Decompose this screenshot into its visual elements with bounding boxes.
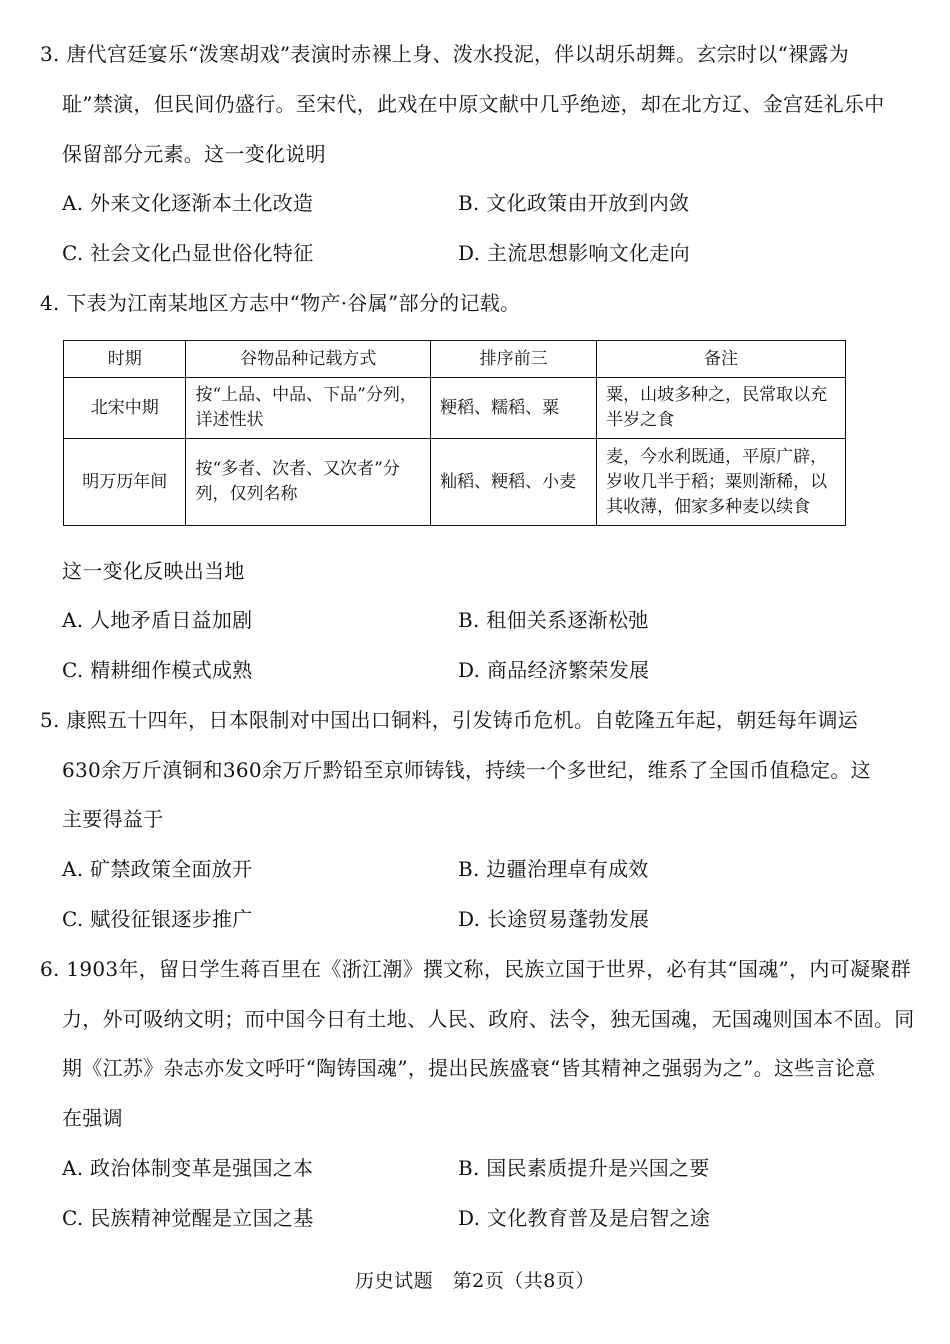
q3-stem-line-2: 耻”禁演，但民间仍盛行。至宋代，此戏在中原文献中几乎绝迹，却在北方辽、金宫廷礼乐中	[62, 92, 885, 116]
q6-stem-line-1: 6. 1903年，留日学生蒋百里在《浙江潮》撰文称，民族立国于世界，必有其“国魂”，内可凝聚群	[40, 957, 911, 981]
q5-stem-line-1: 5. 康熙五十四年，日本限制对中国出口铜料，引发铸币危机。自乾隆五年起，朝廷每年调运	[40, 708, 859, 732]
table-row	[64, 439, 846, 526]
table-row	[64, 378, 846, 439]
q6-option-b: B. 国民素质提升是兴国之要	[458, 1156, 710, 1180]
page-footer: 历史试题 第2页（共8页）	[355, 1270, 595, 1292]
q3-option-b: B. 文化政策由开放到内敛	[458, 191, 690, 215]
table-header-period: 时期	[64, 341, 186, 378]
q4-records-table	[63, 340, 846, 526]
q3-option-a: A. 外来文化逐渐本土化改造	[62, 191, 314, 215]
table-cell-period: 明万历年间	[64, 439, 186, 526]
q4-option-a: A. 人地矛盾日益加剧	[62, 608, 253, 632]
table-cell-note: 麦，今水利既通，平原广辟，岁收几半于稻；粟则渐稀，以其收薄，佃家多种麦以续食	[597, 439, 846, 526]
table-cell-top3: 粳稻、糯稻、粟	[431, 378, 597, 439]
table-cell-method: 按“多者、次者、又次者”分列，仅列名称	[186, 439, 431, 526]
q5-option-b: B. 边疆治理卓有成效	[458, 857, 649, 881]
q5-option-a: A. 矿禁政策全面放开	[62, 857, 253, 881]
q4-option-b: B. 租佃关系逐渐松弛	[458, 608, 649, 632]
q5-option-d: D. 长途贸易蓬勃发展	[458, 907, 650, 931]
table-header-row	[64, 341, 846, 378]
q5-stem-line-2: 630余万斤滇铜和360余万斤黔铅至京师铸钱，持续一个多世纪，维系了全国币值稳定。这	[62, 758, 871, 782]
q6-stem-line-2: 力，外可吸纳文明；而中国今日有土地、人民、政府、法令，独无国魂，无国魂则国本不固。同	[62, 1007, 915, 1031]
table-header-top3: 排序前三	[431, 341, 597, 378]
q4-after-table: 这一变化反映出当地	[62, 559, 245, 583]
table-header-note: 备注	[597, 341, 846, 378]
table-cell-top3: 籼稻、粳稻、小麦	[431, 439, 597, 526]
q6-option-d: D. 文化教育普及是启智之途	[458, 1206, 711, 1230]
q5-option-c: C. 赋役征银逐步推广	[62, 907, 253, 931]
q6-stem-line-3: 期《江苏》杂志亦发文呼吁“陶铸国魂”，提出民族盛衰“皆其精神之强弱为之”。这些言论意	[62, 1056, 876, 1080]
q4-stem: 4. 下表为江南某地区方志中“物产·谷属”部分的记载。	[40, 291, 521, 315]
q5-stem-line-3: 主要得益于	[62, 807, 164, 831]
q6-option-c: C. 民族精神觉醒是立国之基	[62, 1206, 314, 1230]
table-cell-note: 粟，山坡多种之，民常取以充半岁之食	[597, 378, 846, 439]
q3-option-d: D. 主流思想影响文化走向	[458, 241, 690, 265]
q3-stem-line-3: 保留部分元素。这一变化说明	[62, 142, 326, 166]
table-cell-period: 北宋中期	[64, 378, 186, 439]
q4-option-c: C. 精耕细作模式成熟	[62, 658, 253, 682]
q6-option-a: A. 政治体制变革是强国之本	[62, 1156, 314, 1180]
table-header-method: 谷物品种记载方式	[186, 341, 431, 378]
q6-stem-line-4: 在强调	[62, 1106, 123, 1130]
q3-stem-line-1: 3. 唐代宫廷宴乐“泼寒胡戏”表演时赤裸上身、泼水投泥，伴以胡乐胡舞。玄宗时以“裸露为	[40, 42, 850, 66]
table-cell-method: 按“上品、中品、下品”分列，详述性状	[186, 378, 431, 439]
q4-option-d: D. 商品经济繁荣发展	[458, 658, 650, 682]
q3-option-c: C. 社会文化凸显世俗化特征	[62, 241, 314, 265]
